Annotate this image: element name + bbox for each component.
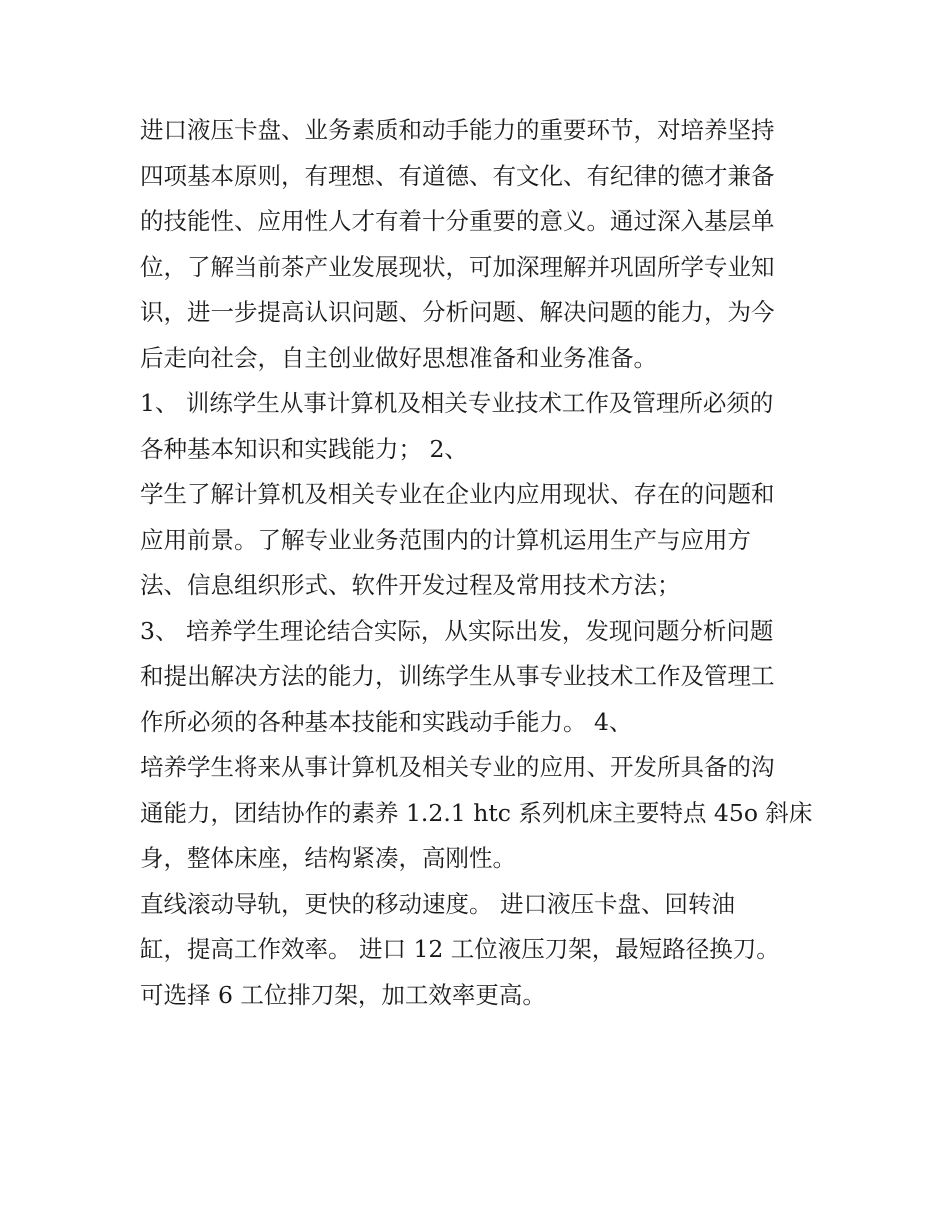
text-line-5: 识，进一步提高认识问题、分析问题、解决问题的能力，为今 [140,298,775,326]
text-line-2: 四项基本原则，有理想、有道德、有文化、有纪律的德才兼备 [140,161,775,190]
list-item-3-line-1: 3、 培养学生理论结合实际，从实际出发，发现问题分析问题 [140,616,774,645]
text-line-6: 后走向社会，自主创业做好思想准备和业务准备。 [140,343,657,372]
list-item-3-line-2: 和提出解决方法的能力，训练学生从事专业技术工作及管理工 [140,662,775,690]
list-item-1-line-1: 1、 训练学生从事计算机及相关专业技术工作及管理所必须的 [140,389,774,417]
list-item-4-line-2: 通能力，团结协作的素养 1.2.1 htc 系列机床主要特点 45o 斜床 [140,798,813,827]
list-item-2-line-2: 应用前景。了解专业业务范围内的计算机运用生产与应用方 [140,525,751,554]
list-item-4-line-1: 培养学生将来从事计算机及相关专业的应用、开发所具备的沟 [140,753,775,781]
features-line-4: 可选择 6 工位排刀架，加工效率更高。 [140,980,546,1009]
body-text [140,108,820,1018]
features-line-3: 缸，提高工作效率。 进口 12 工位液压刀架，最短路径换刀。 [140,935,780,963]
list-item-1-line-2: 各种基本知识和实践能力； 2、 [140,434,468,463]
text-line-1: 进口液压卡盘、业务素质和动手能力的重要环节，对培养坚持 [140,116,775,144]
text-line-4: 位，了解当前茶产业发展现状，可加深理解并巩固所学专业知 [140,252,775,281]
text-line-3: 的技能性、应用性人才有着十分重要的意义。通过深入基层单 [140,207,775,235]
features-line-2: 直线滚动导轨，更快的移动速度。 进口液压卡盘、回转油 [140,889,735,918]
list-item-2-line-1: 学生了解计算机及相关专业在企业内应用现状、存在的问题和 [140,480,775,508]
features-line-1: 身，整体床座，结构紧凑，高刚性。 [140,844,516,872]
list-item-3-line-3: 作所必须的各种基本技能和实践动手能力。 4、 [140,707,633,736]
list-item-2-line-3: 法、信息组织形式、软件开发过程及常用技术方法； [140,571,681,599]
